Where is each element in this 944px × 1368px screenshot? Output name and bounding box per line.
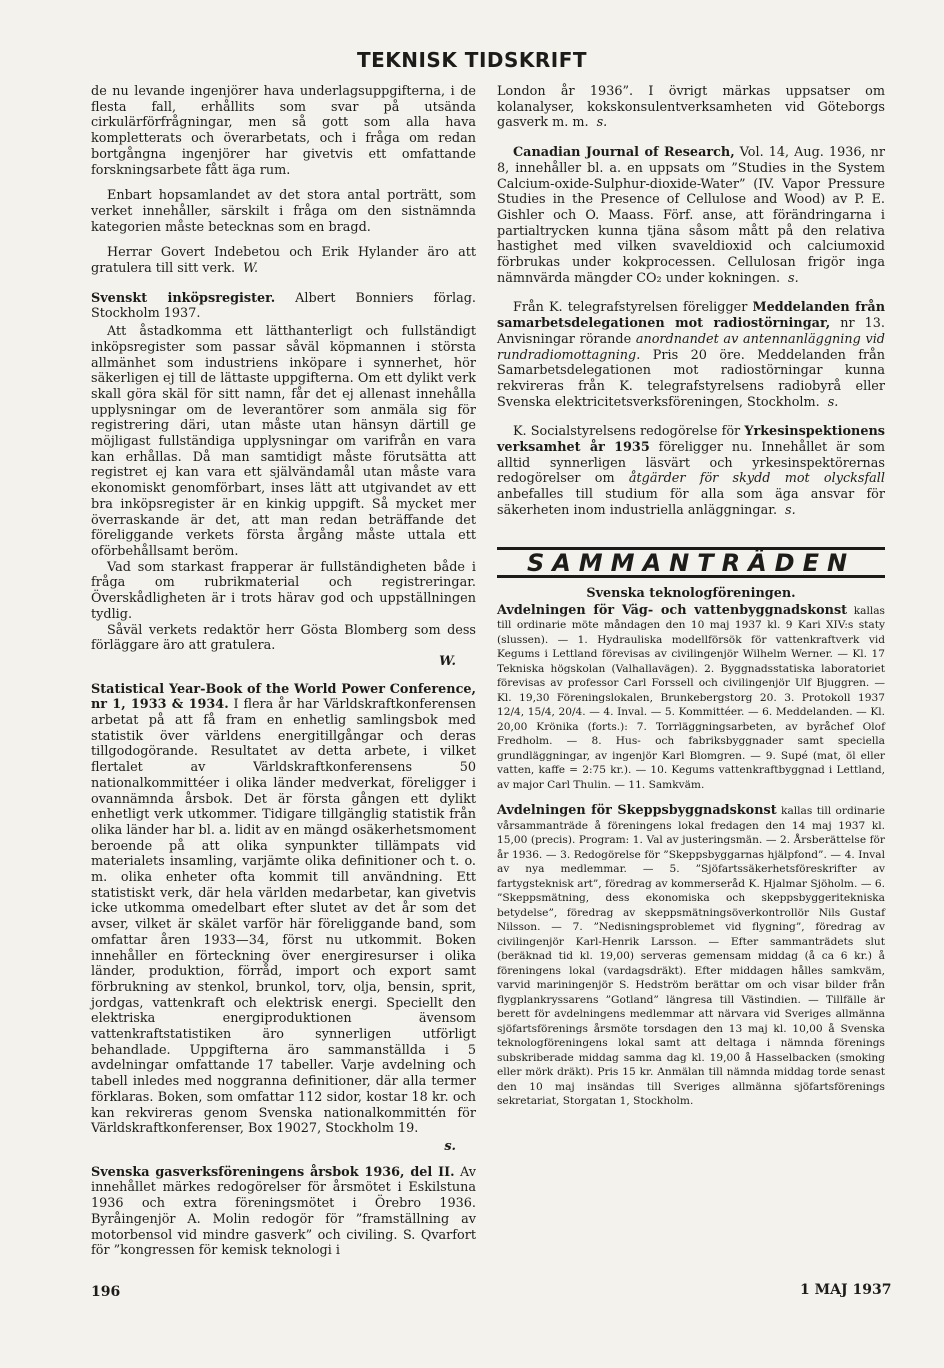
publication-title: Yrkesinspektionens verksamhet år 1935: [497, 424, 885, 456]
paragraph: de nu levande ingenjörer hava underlagsuppgifterna, i de flesta fall, erhållits som svar på utsända cirkulärförfrågningar, men så gott som alla hava kompletterats och överarbetats, och i fråga om redan bortgångna ingenjörer har givetvis ett omfattande forskningsarbete fått äga rum.: [91, 84, 476, 178]
paragraph: Att åstadkomma ett lätthanterligt och fullständigt inköpsregister som passar såväl köpmannen i största allmänhet som industriens inköpare i synnerhet, hör säkerligen ej till de lättaste uppgifterna. Om ett dylikt verk skall göra skäl för sitt namn, får det ej allenast innehålla upplysningar om de leverantörer som anmäla sig för registrering däri, utan måste utan hänsyn därtill ge möjligast fullständiga upplysningar om varifrån en vara kan erhållas. Då man samtidigt måste förutsätta att registret ej kan vara ett självändamål utan måste vara ekonomiskt genomförbart, inses lätt att utgivandet av ett bra inköpsregister är en kinkig uppgift. Så mycket mer överraskande är det, att man redan beträffande det föreliggande verkets första årgång måste uttala ett oförbehållsamt beröm.: [91, 324, 476, 559]
meeting-notices: [497, 604, 885, 1109]
review-title: Canadian Journal of Research,: [513, 145, 735, 161]
paragraph: Enbart hopsamlandet av det stora antal porträtt, som verket innehåller, särskilt i fråga om den sistnämnda kategorien måste betecknas som en bragd.: [91, 188, 476, 235]
review-title: Statistical Year-Book of the World Power Conference, nr 1, 1933 & 1934.: [91, 681, 476, 713]
review-title: Svenskt inköpsregister.: [91, 290, 276, 306]
meeting-title: Avdelningen för Väg- och vattenbyggnadskonst: [497, 602, 848, 618]
paragraph: Statistical Year-Book of the World Power Conference, nr 1, 1933 & 1934. I flera år har Världskraftkonferensen arbetat på att få fram en enhetlig samlingsbok med statistik över världens energitillgångar och deras tillgodogörande. Resultatet av detta arbete, i vilket flertalet av Världskraftkonferensens 50 nationalkommittéer i olika länder medverkat, föreligger i ovannämnda årsbok. Det är första gången ett dylikt enhetligt verk utkommer. Tidigare tillgänglig statistik från olika länder har bl. a. lidit av en mängd osäkerhetsmoment beroende på att olika synpunkter tillämpats vid materialets insamling, varjämte olika definitioner och t. o. m. olika enheter ofta kommit till användning. Ett statistiskt verk, där hela världen medarbetar, kan givetvis icke utkomma omedelbart efter slutet av det år som det avser, vilket är skälet varför här föreliggande band, som omfattar åren 1933—34, först nu utkommit. Boken innehåller en förteckning över energiresurser i olika länder, produktion, förråd, import och export samt förbrukning av stenkol, brunkol, torv, olja, bensin, sprit, jordgas, vattenkraft och elektrisk energi. Speciellt den elektriska energiproduktionen ävensom vattenkraftstatistiken äro synnerligen utförligt behandlade. Uppgifterna äro sammanställda i 5 avdelningar omfattande 17 tabeller. Varje avdelning och tabell inledes med noggranna definitioner, där alla termer förklaras. Boken, som omfattar 112 sidor, kostar 18 kr. och kan rekvireras genom Svenska nationalkommittén för Världskraftkonferenser, Box 19027, Stockholm 19.: [91, 681, 476, 1137]
signature: s.: [596, 115, 608, 131]
meeting-title: Avdelningen för Skeppsbyggnadskonst: [497, 803, 777, 819]
signature: s.: [788, 270, 799, 286]
society-heading: Svenska teknologföreningen.: [586, 586, 796, 602]
review-title: Svenska gasverksföreningens årsbok 1936, del II.: [91, 1164, 455, 1180]
paragraph: K. Socialstyrelsens redogörelse för Yrkesinspektionens verksamhet år 1935 föreligger nu. Innehållet är som alltid synnerligen läsvärt och yrkesinspektörernas redogörelser om åtgärder för skydd mot olycksfall anbefalles till studium för alla som äga ansvar för säkerheten inom industriella anläggningar. s.: [497, 424, 886, 518]
meeting-notice: Avdelningen för Väg- och vattenbyggnadskonst kallas till ordinarie möte måndagen den 10 maj 1937 kl. 9 Kari XIV:s staty (slussen). — 1. Hydrauliska modellförsök för vattenkraftverk vid Kegums i Lettland förevisas av civilingenjör Wilhelm Werner. — Kl. 17 Tekniska högskolan (Valhallavägen). 2. Byggnadsstatiska laboratoriet förevisas av professor Carl Forssell och civilingenjör Ulf Bjuggren. — Kl. 19,30 Föreningslokalen, Brunkebergstorg 20. 3. Protokoll 1937 12/4, 15/4, 20/4. — 4. Inval. — 5. Kommittéer. — 6. Meddelanden. — Kl. 20,00 Krönika (forts.): 7. Torrläggningsarbeten, av byråchef Olof Fredholm. — 8. Hus- och fabriksbyggnader samt speciella grundläggningar, av ingenjör Karl Blomgren. — 9. Supé (mat, öl eller vatten, kaffe = 2:75 kr.). — 10. Kegums vattenkraftbyggnad i Lettland, av major Carl Thulin. — 11. Samkväm.: [497, 602, 885, 791]
masthead: TEKNISK TIDSKRIFT: [356, 48, 588, 72]
review-heading: [91, 291, 476, 322]
signature: W.: [243, 261, 259, 277]
paragraph: Canadian Journal of Research, Vol. 14, Aug. 1936, nr 8, innehåller bl. a. en uppsats om ”Studies in the System Calcium-oxide-Sulphur-dioxide-Water” (IV. Vapor Pressure Studies in the Presence of Cellulose and Wood) av P. E. Gishler och O. Maass. Förf. anse, att förändringarna i partialtrycken kunna tjäna såsom mått på den relativa hastighet med vilken svaveldioxid och calciumoxid förbrukas under kokprocessen. Cellulosan frigör inga nämnvärda mängder CO₂ under kokningen. s.: [497, 145, 885, 286]
issue-date: 1 MAJ 1937: [800, 1282, 892, 1298]
paragraph: Såväl verkets redaktör herr Gösta Blomberg som dess förläggare äro att gratulera.: [91, 622, 476, 654]
signature: s.: [444, 1139, 456, 1154]
publication-title: Meddelanden från samarbetsdelegationen mot radiostörningar,: [497, 300, 885, 332]
paragraph: London år 1936”. I övrigt märkas uppsatser om kolanalyser, kokskonsulentverksamheten vid Göteborgs gasverk m. m. s.: [497, 84, 885, 131]
paragraph: Vad som starkast frapperar är fullständigheten både i fråga om rubrikmaterial och registreringar. Överskådligheten är i trots härav god och uppställningen tydlig.: [91, 559, 476, 622]
paragraph: Herrar Govert Indebetou och Erik Hylander äro att gratulera till sitt verk. W.: [91, 245, 476, 277]
signature: s.: [785, 502, 796, 518]
signature: W.: [439, 653, 456, 669]
paragraph: Från K. telegrafstyrelsen föreligger Meddelanden från samarbetsdelegationen mot radiostörningar, nr 13. Anvisningar rörande anordnandet av antennanläggning vid rundradiomottagning. Pris 20 öre. Meddelanden från Samarbetsdelegationen mot radiostörningar kunna rekvireras från K. telegrafstyrelsens radiobyrå eller Svenska elektricitetsverksföreningen, Stockholm. s.: [497, 300, 886, 410]
page-number: 196: [91, 1284, 121, 1300]
review-publisher: Albert Bonniers förlag. Stockholm 1937.: [91, 290, 476, 322]
section-banner: SAMMANTRÄDEN: [497, 547, 885, 579]
signature: s.: [827, 394, 839, 410]
right-column: [497, 84, 885, 1121]
meeting-notice: Avdelningen för Skeppsbyggnadskonst kallas till ordinarie vårsammanträde å föreningens lokal fredagen den 14 maj 1937 kl. 15,00 (precis). Program: 1. Val av justeringsmän. — 2. Årsberättelse för år 1936. — 3. Redogörelse för ”Skeppsbyggarnas hjälpfond”. — 4. Inval av nya medlemmar. — 5. ”Sjöfartssäkerhetsföreskrifter av fartygsteknisk art”, föredrag av kommerseråd K. Hjalmar Sjöholm. — 6. ”Skeppsmätning, dess ekonomiska och skeppsbyggeritekniska betydelse”, föredrag av skeppsmätningsöverkontrollör Nils Gustaf Nilsson. — 7. ”Nedisningsproblemet vid flygning”, föredrag av civilingenjör Karl-Henrik Larsson. — Efter sammanträdets slut (beräknad tid kl. 19,00) serveras gemensam middag (å ca 6 kr.) å föreningens lokal (vardagsdräkt). Efter middagen hålles samkväm, varvid mariningenjör S. Hedström berättar om och visar bilder från flygplankryssarens ”Gotland” längresa till Västindien. — Tillfälle är berett för avdelningens medlemmar att närvara vid Sveriges allmänna sjöfartsförenings årsmöte torsdagen den 13 maj kl. 10,00 å Svenska teknologföreningens lokal samt att deltaga i nämnda förenings subskriberade middag samma dag kl. 19,00 å Hasselbacken (smoking eller mörk dräkt). Pris 15 kr. Anmälan till nämnda middag torde senast den 10 maj insändas till Sveriges allmänna sjöfartsförenings sekretariat, Storgatan 1, Stockholm.: [497, 803, 885, 1108]
paragraph: Svenska gasverksföreningens årsbok 1936, del II. Av innehållet märkes redogörelser för årsmötet i Eskilstuna 1936 och extra föreningsmötet i Örebro 1936. Byråingenjör A. Molin redogör för ”framställning av motorbensol vid mindre gasverk” och civiling. S. Qvarfort för ”kongressen för kemisk teknologi i: [91, 1164, 476, 1259]
left-column: [91, 84, 476, 1269]
